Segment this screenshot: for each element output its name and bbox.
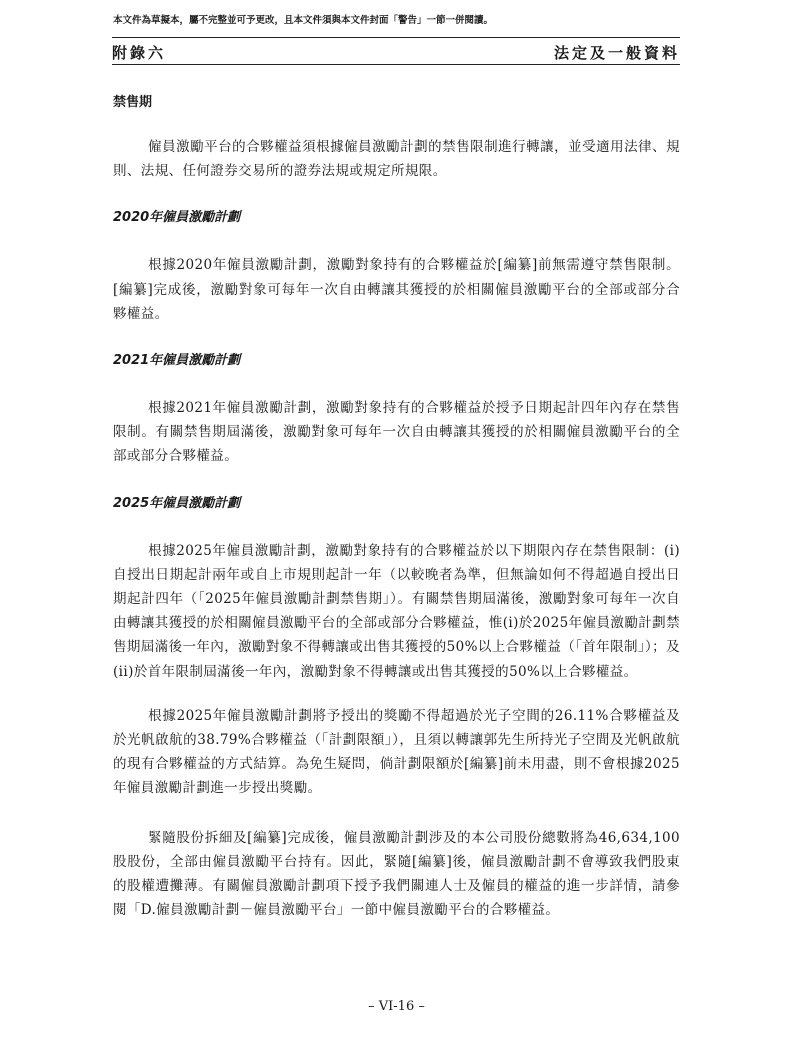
plan-2025-title: 2025年僱員激勵計劃 <box>113 495 241 511</box>
plan-2021-title: 2021年僱員激勵計劃 <box>113 353 241 369</box>
page-header <box>112 42 680 64</box>
plan-2021-paragraph: 根據2021年僱員激勵計劃，激勵對象持有的合夥權益於授予日期起計四年內存在禁售限制。有關禁售期屆滿後，激勵對象可每年一次自由轉讓其獲授的於相關僱員激勵平台的全部或部分合夥權益。 <box>113 400 680 465</box>
appendix-label: 附錄六 <box>112 44 167 62</box>
lockup-intro-paragraph: 僱員激勵平台的合夥權益須根據僱員激勵計劃的禁售限制進行轉讓，並受適用法律、規則、法規、任何證券交易所的證券法規或規定所規限。 <box>113 139 680 180</box>
header-rule-bottom <box>112 64 680 65</box>
header-rule-top <box>112 37 680 38</box>
plan-2020-title: 2020年僱員激勵計劃 <box>113 210 241 226</box>
plan-2020-paragraph: 根據2020年僱員激勵計劃，激勵對象持有的合夥權益於[編纂]前無需遵守禁售限制。[編纂]完成後，激勵對象可每年一次自由轉讓其獲授的於相關僱員激勵平台的全部或部分合夥權益。 <box>113 257 680 322</box>
page-body <box>113 93 680 947</box>
section-label: 法定及一般資料 <box>553 44 680 62</box>
plan-2025-paragraph-limit: 根據2025年僱員激勵計劃將予授出的獎勵不得超過於光子空間的26.11%合夥權益及於光帆啟航的38.79%合夥權益（「計劃限額」），且須以轉讓郭先生所持光子空間及光帆啟航的現有合夥權益的方式結算。為免生疑問，倘計劃限額於[編纂]前未用盡，則不會根據2025年僱員激勵計劃進一步授出獎勵。 <box>113 707 680 797</box>
draft-disclaimer: 本文件為草擬本，屬不完整並可予更改，且本文件須與本文件封面「警告」一節一併閱讀。 <box>113 15 494 26</box>
page-number: – VI-16 – <box>368 999 425 1014</box>
lockup-heading: 禁售期 <box>113 95 153 110</box>
plan-2025-paragraph-shares: 緊隨股份拆細及[編纂]完成後，僱員激勵計劃涉及的本公司股份總數將為46,634,100股股份，全部由僱員激勵平台持有。因此，緊隨[編纂]後，僱員激勵計劃不會導致我們股東的股權遭攤薄。有關僱員激勵計劃項下授予我們關連人士及僱員的權益的進一步詳情，請參閱「D.僱員激勵計劃－僱員激勵平台」一節中僱員激勵平台的合夥權益。 <box>113 829 680 919</box>
plan-2025-paragraph-lockup: 根據2025年僱員激勵計劃，激勵對象持有的合夥權益於以下期限內存在禁售限制：(i)自授出日期起計兩年或自上市規則起計一年（以較晚者為準，但無論如何不得超過自授出日期起計四年（「2025年僱員激勵計劃禁售期」）。有關禁售期屆滿後，激勵對象可每年一次自由轉讓其獲授的於相關僱員激勵平台的全部或部分合夥權益，惟(i)於2025年僱員激勵計劃禁售期屆滿後一年內，激勵對象不得轉讓或出售其獲授的50%以上合夥權益（「首年限制」）；及(ii)於首年限制屆滿後一年內，激勵對象不得轉讓或出售其獲授的50%以上合夥權益。 <box>113 542 680 680</box>
